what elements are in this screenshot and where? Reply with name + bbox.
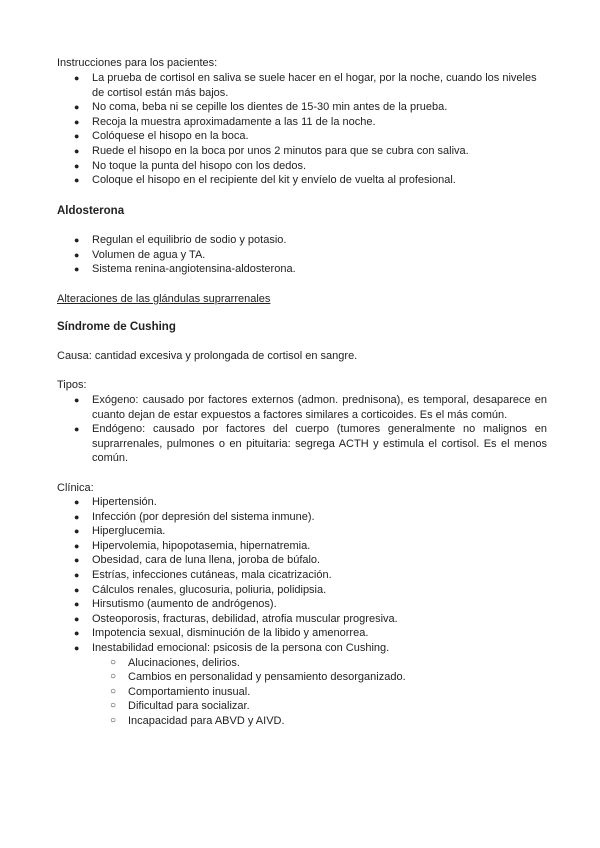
list-item: ● Hirsutismo (aumento de andrógenos). (57, 597, 547, 612)
list-item: ● Coloque el hisopo en el recipiente del kit y envíelo de vuelta al profesional. (57, 173, 547, 188)
list-item: ● Volumen de agua y TA. (57, 248, 547, 263)
list-item: ● Hiperglucemia. (57, 524, 547, 539)
sub-list-item: ○ Comportamiento inusual. (92, 685, 547, 700)
aldosterona-list (57, 233, 547, 277)
list-item: ● Recoja la muestra aproximadamente a las 11 de la noche. (57, 115, 547, 130)
aldosterona-heading: Aldosterona (57, 205, 125, 217)
list-item: ● Ruede el hisopo en la boca por unos 2 minutos para que se cubra con saliva. (57, 144, 547, 159)
list-item: ● La prueba de cortisol en saliva se suele hacer en el hogar, por la noche, cuando los niveles de cortisol están más bajos. (57, 71, 547, 100)
list-item: ● Osteoporosis, fracturas, debilidad, atrofia muscular progresiva. (57, 612, 547, 627)
list-item: ● Obesidad, cara de luna llena, joroba de búfalo. (57, 553, 547, 568)
instructions-heading: Instrucciones para los pacientes: (57, 57, 218, 69)
emocional-sublist (92, 656, 547, 729)
list-item: ● Hipertensión. (57, 495, 547, 510)
tipos-list (57, 393, 547, 466)
list-item: ● Impotencia sexual, disminución de la libido y amenorrea. (57, 626, 547, 641)
list-item: ● Estrías, infecciones cutáneas, mala cicatrización. (57, 568, 547, 583)
list-item: ● Endógeno: causado por factores del cuerpo (tumores generalmente no malignos en suprarrenales, pulmones o en pituitaria: segrega ACTH y estimula el cortisol. Es el menos común. (57, 422, 547, 466)
list-item: ● Exógeno: causado por factores externos (admon. prednisona), es temporal, desaparece en cuanto dejan de estar expuestos a factores similares a corticoides. Es el más común. (57, 393, 547, 422)
list-item: ● No toque la punta del hisopo con los dedos. (57, 159, 547, 174)
list-item: ● Colóquese el hisopo en la boca. (57, 129, 547, 144)
list-item: ● Cálculos renales, glucosuria, poliuria, polidipsia. (57, 583, 547, 598)
list-item: ● Hipervolemia, hipopotasemia, hipernatremia. (57, 539, 547, 554)
list-item: ● Sistema renina-angiotensina-aldosterona. (57, 262, 547, 277)
sub-list-item: ○ Cambios en personalidad y pensamiento desorganizado. (92, 670, 547, 685)
sub-list-item: ○ Alucinaciones, delirios. (92, 656, 547, 671)
cushing-causa: Causa: cantidad excesiva y prolongada de cortisol en sangre. (57, 350, 358, 362)
cushing-heading: Síndrome de Cushing (57, 321, 176, 333)
tipos-label: Tipos: (57, 379, 87, 391)
clinica-label: Clínica: (57, 482, 94, 494)
sub-list-item: ○ Dificultad para socializar. (92, 699, 547, 714)
instructions-list (57, 71, 547, 188)
list-item: ● No coma, beba ni se cepille los dientes de 15-30 min antes de la prueba. (57, 100, 547, 115)
list-item: ● Inestabilidad emocional: psicosis de la persona con Cushing. ○ Alucinaciones, delirios. ○ Cambios en personalidad y pensamiento desorganizado. ○ Comportamiento inusual. ○ Dificultad para socializar. ○ Incapacidad para ABVD y AIVD. (57, 641, 547, 729)
sub-list-item: ○ Incapacidad para ABVD y AIVD. (92, 714, 547, 729)
list-item: ● Infección (por depresión del sistema inmune). (57, 510, 547, 525)
list-item: ● Regulan el equilibrio de sodio y potasio. (57, 233, 547, 248)
alteraciones-heading: Alteraciones de las glándulas suprarrenales (57, 293, 271, 305)
clinica-list (57, 495, 547, 729)
